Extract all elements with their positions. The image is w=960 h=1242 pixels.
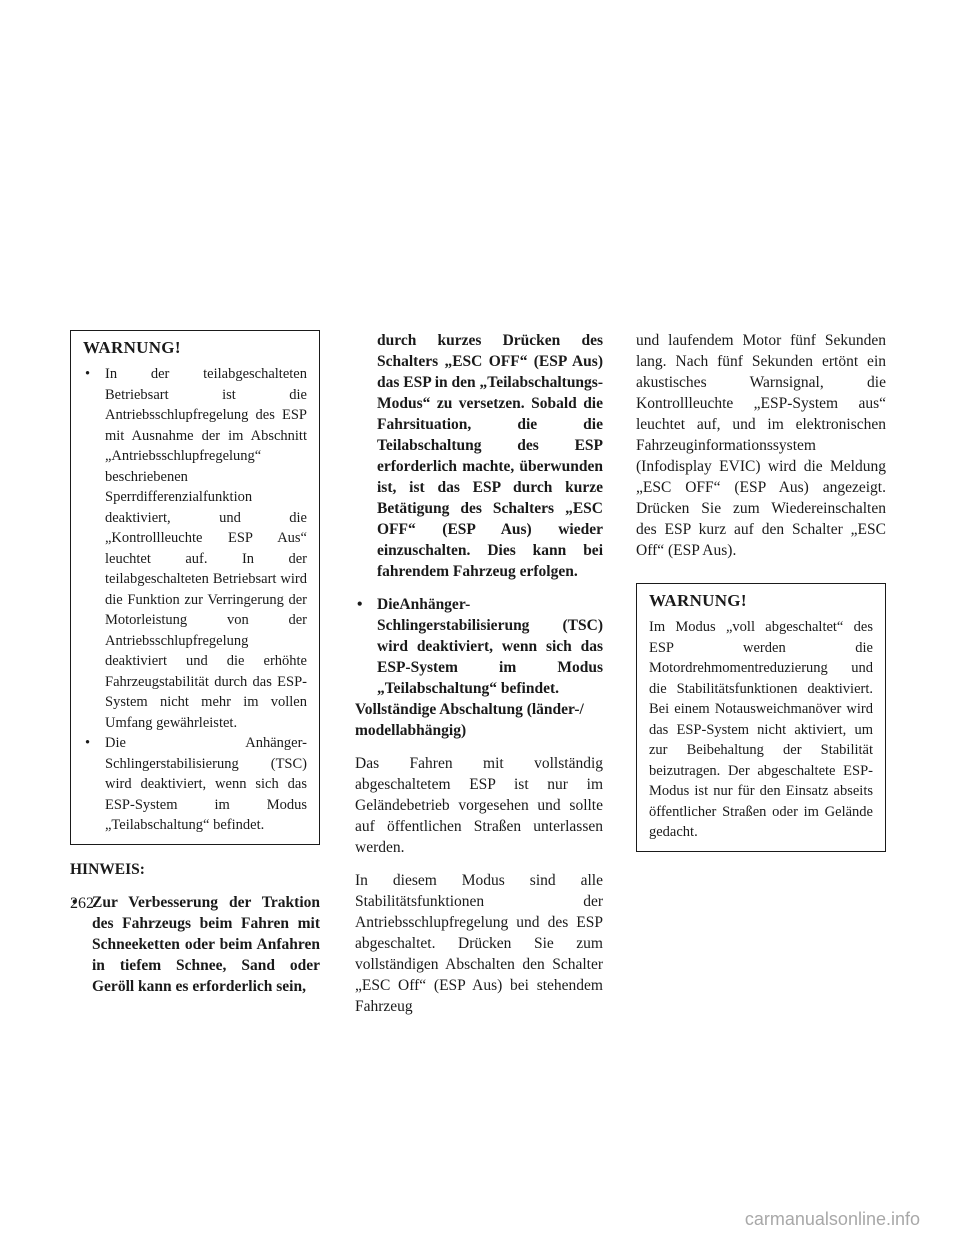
section-heading: Vollständige Abschaltung (länder-/ modellabhängig) <box>355 701 584 739</box>
warning-item: • Die Anhänger-Schlingerstabilisierung (TSC) wird deaktiviert, wenn sich das ESP-System im Modus „Teilabschaltung“ befindet. <box>83 733 307 836</box>
warning-title: WARNUNG! <box>83 338 181 357</box>
note-item: • DieAnhänger-Schlingerstabilisierung (TSC) wird deaktiviert, wenn sich das ESP-System im Modus „Teilabschaltung“ befindet. <box>355 594 603 699</box>
warning-box <box>636 583 886 852</box>
warning-box <box>70 330 320 845</box>
warning-title: WARNUNG! <box>649 591 747 610</box>
page-number: 262 <box>70 895 94 912</box>
column-right <box>636 330 886 852</box>
note-item: • Zur Verbesserung der Traktion des Fahrzeugs beim Fahren mit Schneeketten oder beim Anfahren in tiefem Schnee, Sand oder Geröll kann es erforderlich sein, <box>70 892 320 997</box>
warning-text: Im Modus „voll abgeschaltet“ des ESP werden die Motordrehmomentreduzierung und die Stabilitätsfunktionen deaktiviert. Bei einem Notausweichmanöver wird das ESP-System nicht aktiviert, um zur Beibehaltung der Stabilität beizutragen. Der abgeschaltete ESP-Modus ist nur für den Einsatz abseits öffentlicher Straßen oder im Gelände gedacht. <box>649 619 873 840</box>
column-left <box>70 330 320 997</box>
note-list-continued <box>355 330 603 699</box>
warning-item: • In der teilabgeschalteten Betriebsart ist die Antriebsschlupfregelung des ESP mit Ausnahme der im Abschnitt „Antriebsschlupfregelung“ beschriebenen Sperrdifferenzialfunktion deaktiviert, und die „Kontrollleuchte ESP Aus“ leuchtet auf. In der teilabgeschalteten Betriebsart wird die Funktion zur Verringerung der Motorleistung von der Antriebsschlupfregelung deaktiviert und die erhöhte Fahrzeugstabilität durch das ESP-System nicht mehr im vollen Umfang gewährleistet. <box>83 364 307 733</box>
note-list <box>70 892 320 997</box>
paragraph: In diesem Modus sind alle Stabilitätsfunktionen der Antriebsschlupfregelung und des ESP abgeschaltet. Drücken Sie zum vollständigen Abschalten den Schalter „ESC Off“ (ESP Aus) bei stehendem Fahrzeug <box>355 872 603 1015</box>
warning-list <box>83 364 307 836</box>
paragraph: Das Fahren mit vollständig abgeschaltetem ESP ist nur im Geländebetrieb vorgesehen und sollte auf öffentlichen Straßen unterlassen werden. <box>355 755 603 856</box>
watermark: carmanualsonline.info <box>744 1209 920 1229</box>
column-middle <box>355 330 603 1029</box>
note-item-continued: durch kurzes Drücken des Schalters „ESC OFF“ (ESP Aus) das ESP in den „Teilabschaltungs-Modus“ zu versetzen. Sobald die Fahrsituation, die die Teilabschaltung des ESP erforderlich machte, überwunden ist, ist das ESP durch kurze Betätigung des Schalters „ESC OFF“ (ESP Aus) wieder einzuschalten. Dies kann bei fahrendem Fahrzeug erfolgen. <box>377 332 603 580</box>
paragraph-continued: und laufendem Motor fünf Sekunden lang. Nach fünf Sekunden ertönt ein akustisches Warnsignal, die Kontrollleuchte „ESP-System aus“ leuchtet auf, und im elektronischen Fahrzeuginformationssystem (Infodisplay EVIC) wird die Meldung „ESC OFF“ (ESP Aus) angezeigt. Drücken Sie zum Wiedereinschalten des ESP kurz auf den Schalter „ESC Off“ (ESP Aus). <box>636 332 886 559</box>
note-title: HINWEIS: <box>70 860 145 878</box>
